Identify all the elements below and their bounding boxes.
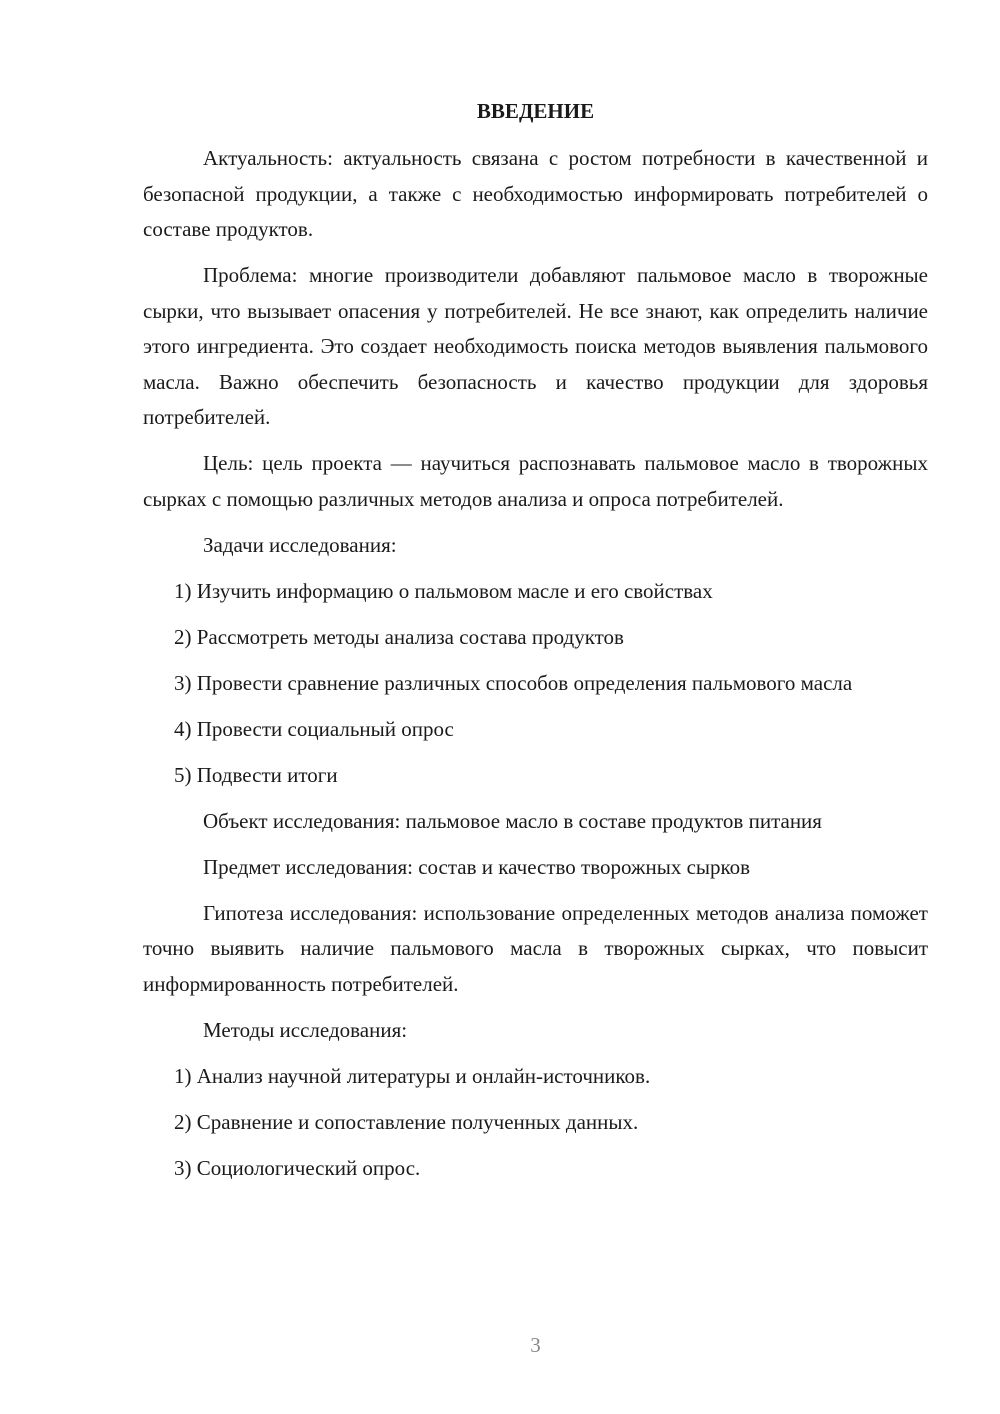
document-body [143, 141, 928, 1197]
paragraph-tasks-heading: Задачи исследования: [203, 532, 397, 557]
paragraph-methods-heading: Методы исследования: [203, 1017, 408, 1042]
list-item-task-3: 3) Провести сравнение различных способов определения пальмового масла [174, 670, 853, 695]
paragraph-goal: Цель: цель проекта — научиться распознавать пальмовое масло в творожных сырках с помощью различных методов анализа и опроса потребителей. [143, 451, 928, 511]
page-number: 3 [530, 1333, 541, 1357]
paragraph-problem: Проблема: многие производители добавляют пальмовое масло в творожные сырки, что вызывает опасения у потребителей. Не все знают, как определить наличие этого ингредиента. Это создает необходимость поиска методов выявления пальмового масла. Важно обеспечить безопасность и качество продукции для здоровья потребителей. [143, 263, 928, 429]
list-item-task-1: 1) Изучить информацию о пальмовом масле и его свойствах [174, 578, 713, 603]
paragraph-hypothesis: Гипотеза исследования: использование определенных методов анализа поможет точно выявить наличие пальмового масла в творожных сырках, что повысит информированность потребителей. [143, 900, 928, 996]
list-item-method-2: 2) Сравнение и сопоставление полученных данных. [174, 1109, 639, 1134]
paragraph-relevance: Актуальность: актуальность связана с ростом потребности в качественной и безопасной продукции, а также с необходимостью информировать потребителей о составе продуктов. [143, 146, 928, 241]
page-title: ВВЕДЕНИЕ [476, 99, 595, 123]
list-item-method-1: 1) Анализ научной литературы и онлайн-источников. [174, 1063, 651, 1088]
list-item-method-3: 3) Социологический опрос. [174, 1155, 421, 1180]
list-item-task-2: 2) Рассмотреть методы анализа состава продуктов [174, 624, 624, 649]
list-item-task-5: 5) Подвести итоги [174, 762, 338, 787]
document-page [143, 0, 928, 1414]
paragraph-subject: Предмет исследования: состав и качество творожных сырков [203, 854, 751, 879]
paragraph-object: Объект исследования: пальмовое масло в составе продуктов питания [203, 808, 822, 833]
list-item-task-4: 4) Провести социальный опрос [174, 716, 454, 741]
